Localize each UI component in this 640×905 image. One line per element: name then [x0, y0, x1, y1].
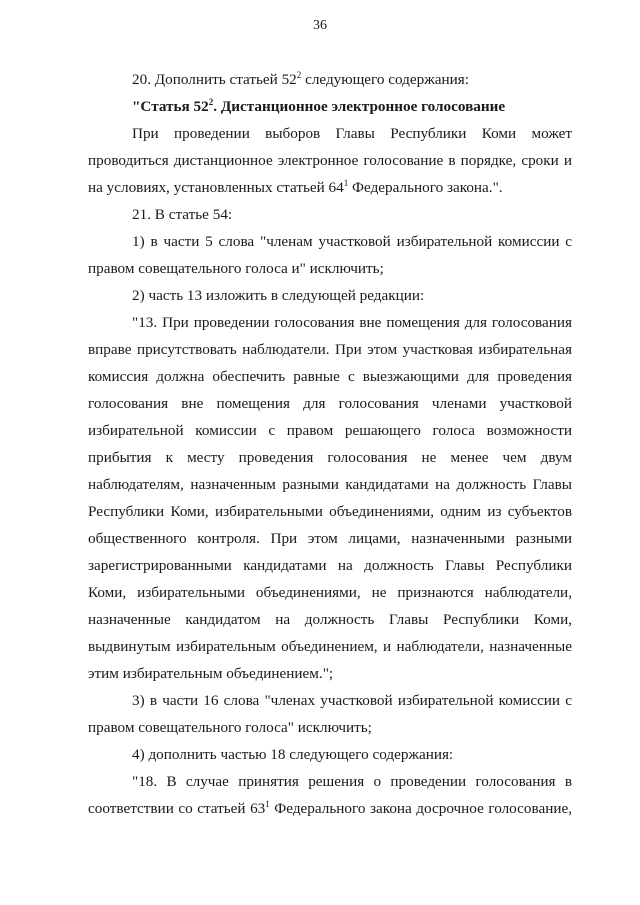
- part-13-line: Республики Коми, избирательными объединениями, одним из субъектов: [88, 503, 572, 520]
- subitem-1-line: правом совещательного голоса и" исключить;: [88, 260, 384, 277]
- part-18-text-end: Федерального закона досрочное голосование,: [269, 800, 572, 817]
- part-13-line: избирательной комиссии с правом решающего голоса возможности: [88, 422, 572, 439]
- article-body-line: [88, 174, 572, 201]
- item-20-superscript: 2: [296, 70, 302, 80]
- part-13-line: зарегистрированными кандидатами на должность Главы Республики: [88, 557, 572, 574]
- part-18-text: соответствии со статьей 63: [88, 800, 266, 817]
- item-20: [88, 66, 572, 93]
- subitem-1-line: 1) в части 5 слова "членам участковой избирательной комиссии с: [132, 233, 572, 250]
- part-18-line: [88, 795, 572, 822]
- item-21: 21. В статье 54:: [132, 206, 233, 223]
- article-body-line: проводиться дистанционное электронное голосование в порядке, сроки и: [88, 152, 572, 169]
- part-18-superscript: 1: [265, 799, 270, 809]
- part-13-line: общественного контроля. При этом лицами, назначенными разными: [88, 530, 572, 547]
- part-13-line: "13. При проведении голосования вне помещения для голосования: [132, 314, 572, 331]
- article-heading-title: . Дистанционное электронное голосование: [213, 98, 506, 115]
- part-13-line: прибытия к месту проведения голосования не менее чем двум: [88, 449, 572, 466]
- subitem-4: 4) дополнить частью 18 следующего содержания:: [132, 746, 454, 763]
- part-13-line: наблюдателям, назначенным разными кандидатами на должность Главы: [88, 476, 572, 493]
- subitem-3-line: правом совещательного голоса" исключить;: [88, 719, 372, 736]
- article-body-text: на условиях, установленных статьей 64: [88, 179, 344, 196]
- page-number: 36: [313, 18, 327, 33]
- part-13-line: голосования вне помещения для голосования членами участковой: [88, 395, 572, 412]
- article-heading: [88, 93, 572, 120]
- article-body-superscript: 1: [343, 178, 349, 188]
- item-20-text-end: следующего содержания:: [301, 71, 469, 88]
- part-18-line: "18. В случае принятия решения о проведении голосования в: [132, 773, 572, 790]
- article-body-text-end: Федерального закона.".: [348, 179, 503, 196]
- document-body: [88, 66, 572, 822]
- part-13-line: выдвинутым избирательным объединением, и наблюдатели, назначенные: [88, 638, 572, 655]
- article-heading-superscript: 2: [208, 97, 214, 107]
- subitem-3-line: 3) в части 16 слова "членах участковой избирательной комиссии с: [132, 692, 572, 709]
- part-13-line: вправе присутствовать наблюдатели. При этом участковая избирательная: [88, 341, 572, 358]
- part-13-line: Коми, избирательными объединениями, не признаются наблюдатели,: [88, 584, 572, 601]
- part-13-line: комиссия должна обеспечить равные с выезжающими для проведения: [88, 368, 572, 385]
- item-20-text: 20. Дополнить статьей 52: [132, 71, 297, 88]
- part-13-line: этим избирательным объединением.";: [88, 665, 334, 682]
- article-heading-text: "Статья 52: [132, 98, 209, 115]
- subitem-2: 2) часть 13 изложить в следующей редакции:: [132, 287, 425, 304]
- article-body-line: При проведении выборов Главы Республики Коми может: [132, 125, 572, 142]
- part-13-line: назначенные кандидатом на должность Главы Республики Коми,: [88, 611, 572, 628]
